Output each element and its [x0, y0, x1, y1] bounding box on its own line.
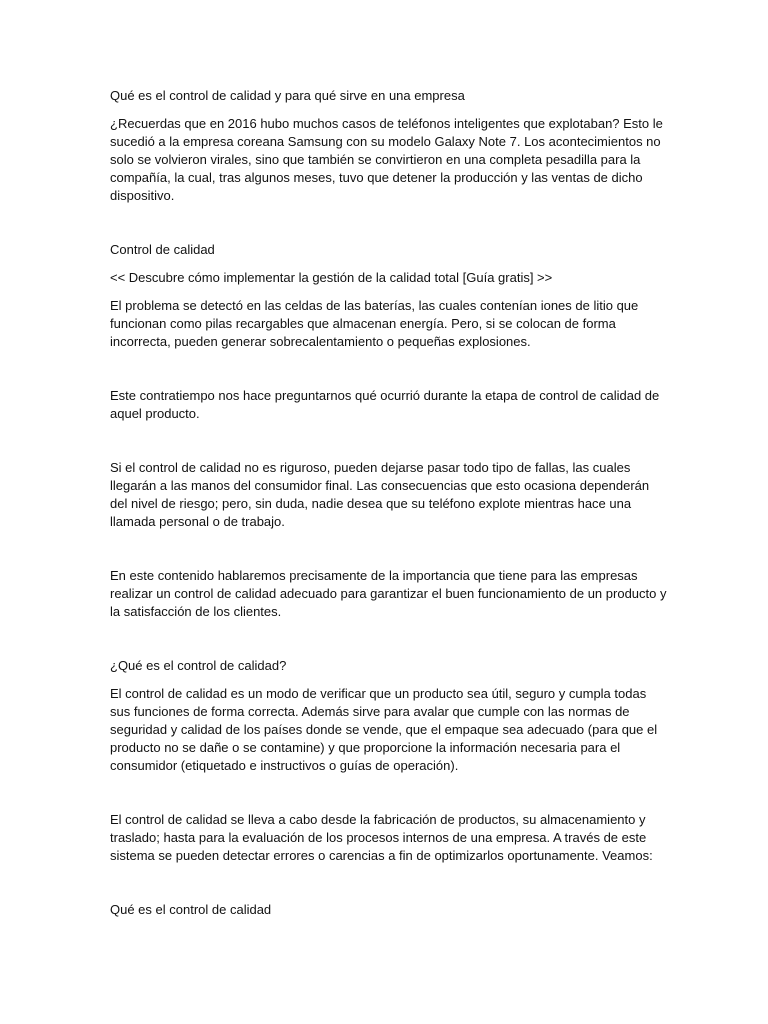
guide-call-to-action: << Descubre cómo implementar la gestión de la calidad total [Guía gratis] >>: [110, 270, 553, 285]
battery-problem-paragraph: El problema se detectó en las celdas de las baterías, las cuales contenían iones de litio que funcionan como pilas recargables que almacenan energía. Pero, si se colocan de forma incorrecta, pueden generar sobrecalentamiento o pequeñas explosiones.: [110, 298, 639, 349]
document-title: Qué es el control de calidad y para qué sirve en una empresa: [110, 88, 465, 103]
definition-paragraph: El control de calidad es un modo de verificar que un producto sea útil, seguro y cumpla todas sus funciones de forma correcta. Además sirve para avalar que cumple con las normas de seguridad y calidad de los países donde se vende, que el empaque sea adecuado (para que el producto no se dañe o se contamine) y que proporcione la información necesaria para el consumidor (etiquetado e instructivos o guías de operación).: [110, 686, 658, 773]
section-heading-repeat: Qué es el control de calidad: [110, 902, 272, 917]
risk-paragraph: Si el control de calidad no es riguroso, pueden dejarse pasar todo tipo de fallas, las cuales llegarán a las manos del consumidor final. Las consecuencias que esto ocasiona dependerán del nivel de riesgo; pero, sin duda, nadie desea que su teléfono explote mientras hace una llamada personal o de trabajo.: [110, 460, 650, 529]
section-heading-control-de-calidad: Control de calidad: [110, 242, 215, 257]
process-paragraph: El control de calidad se lleva a cabo desde la fabricación de productos, su almacenamiento y traslado; hasta para la evaluación de los procesos internos de una empresa. A través de este sistema se pueden detectar errores o carencias a fin de optimizarlos oportunamente. Veamos:: [110, 812, 653, 863]
importance-paragraph: En este contenido hablaremos precisamente de la importancia que tiene para las empresas realizar un control de calidad adecuado para garantizar el buen funcionamiento de un producto y la satisfacción de los clientes.: [110, 568, 667, 619]
intro-paragraph: ¿Recuerdas que en 2016 hubo muchos casos de teléfonos inteligentes que explotaban? Esto le sucedió a la empresa coreana Samsung con su modelo Galaxy Note 7. Los acontecimientos no solo se volvieron virales, sino que también se convirtieron en una completa pesadilla para la compañía, la cual, tras algunos meses, tuvo que detener la producción y las ventas de dicho dispositivo.: [110, 116, 663, 203]
section-heading-que-es: ¿Qué es el control de calidad?: [110, 658, 287, 673]
question-paragraph: Este contratiempo nos hace preguntarnos qué ocurrió durante la etapa de control de calidad de aquel producto.: [110, 388, 660, 421]
